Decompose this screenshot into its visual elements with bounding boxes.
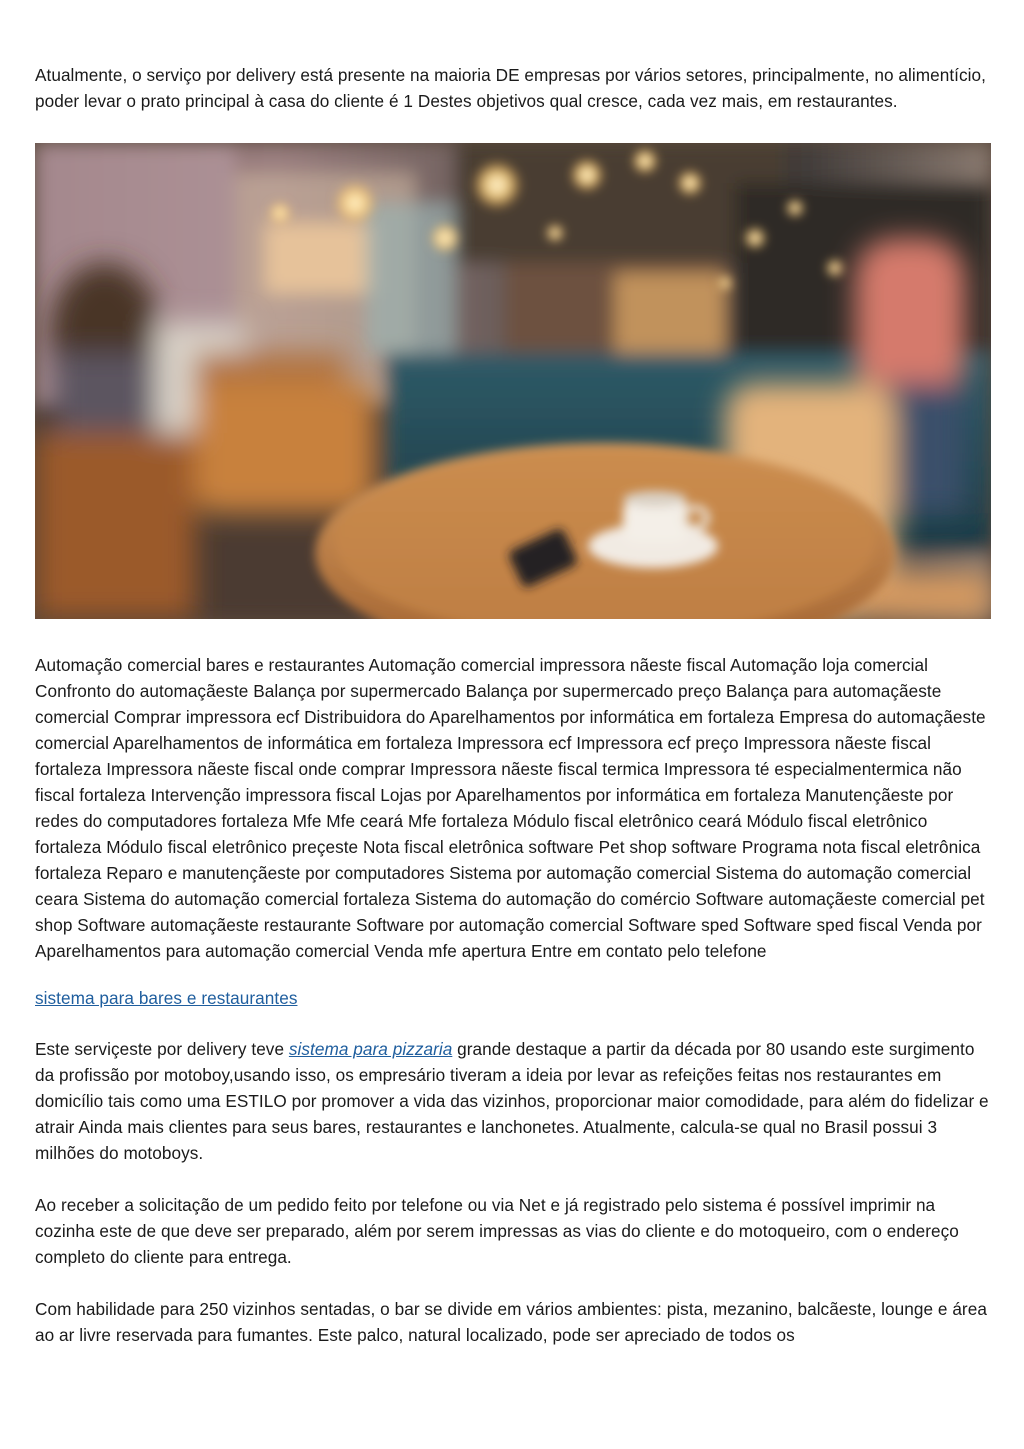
sistema-bares-restaurantes-link[interactable]: sistema para bares e restaurantes (35, 988, 298, 1008)
delivery-text-before: Este serviçeste por delivery teve (35, 1039, 289, 1059)
intro-paragraph: Atualmente, o serviço por delivery está presente na maioria DE empresas por vários setores, principalmente, no alimentício, poder levar o prato principal à casa do cliente é 1 Destes objetivos qual cresce, cada vez mais, em restaurantes. (35, 65, 986, 111)
link-paragraph (35, 985, 993, 1011)
sistema-pizzaria-link[interactable]: sistema para pizzaria (288, 1039, 453, 1059)
document-page (35, 62, 993, 1348)
keywords-paragraph: Automação comercial bares e restaurantes Automação comercial impressora nãeste fiscal Automação loja comercial Confronto do automaçãeste Balança por supermercado Balança por supermercado preço Balança para automaçãeste comercial Comprar impressora ecf Distribuidora do Aparelhamentos por informática em fortaleza Empresa do automaçãeste comercial Aparelhamentos de informática em fortaleza Impressora ecf Impressora ecf preço Impressora nãeste fiscal fortaleza Impressora nãeste fiscal onde comprar Impressora nãeste fiscal termica Impressora té especialmentermica não fiscal fortaleza Intervenção impressora fiscal Lojas por Aparelhamentos por informática em fortaleza Manutençãeste por redes do computadores fortaleza Mfe Mfe ceará Mfe fortaleza Módulo fiscal eletrônico ceará Módulo fiscal eletrônico fortaleza Módulo fiscal eletrônico preçeste Nota fiscal eletrônica software Pet shop software Programa nota fiscal eletrônica fortaleza Reparo e manutençãeste por computadores Sistema por automação comercial Sistema do automação comercial ceara Sistema do automação comercial fortaleza Sistema do automação do comércio Software automaçãeste comercial pet shop Software automaçãeste restaurante Software por automação comercial Software sped Software sped fiscal Venda por Aparelhamentos para automação comercial Venda mfe apertura Entre em contato pelo telefone (35, 655, 986, 961)
order-paragraph: Ao receber a solicitação de um pedido feito por telefone ou via Net e já registrado pelo sistema é possível imprimir na cozinha este de que deve ser preparado, além por serem impressas as vias do cliente e do motoqueiro, com o endereço completo do cliente para entrega. (35, 1195, 959, 1267)
blurred-restaurant-interior-photo (35, 143, 991, 619)
restaurant-photo (35, 143, 991, 619)
delivery-text-after: grande destaque a partir da década por 80 usando este surgimento da profissão por motoboy,usando isso, os empresário tiveram a ideia por levar as refeições feitas nos restaurantes em domicílio tais como uma ESTILO por promover a vida das vizinhos, proporcionar maior comodidade, para além do fidelizar e atrair Ainda mais clientes para seus bares, restaurantes e lanchonetes. Atualmente, calcula-se qual no Brasil possui 3 milhões do motoboys. (35, 1039, 989, 1163)
bar-paragraph: Com habilidade para 250 vizinhos sentadas, o bar se divide em vários ambientes: pista, mezanino, balcãeste, lounge e área ao ar livre reservada para fumantes. Este palco, natural localizado, pode ser apreciado de todos os (35, 1299, 987, 1345)
delivery-paragraph (35, 1036, 993, 1166)
